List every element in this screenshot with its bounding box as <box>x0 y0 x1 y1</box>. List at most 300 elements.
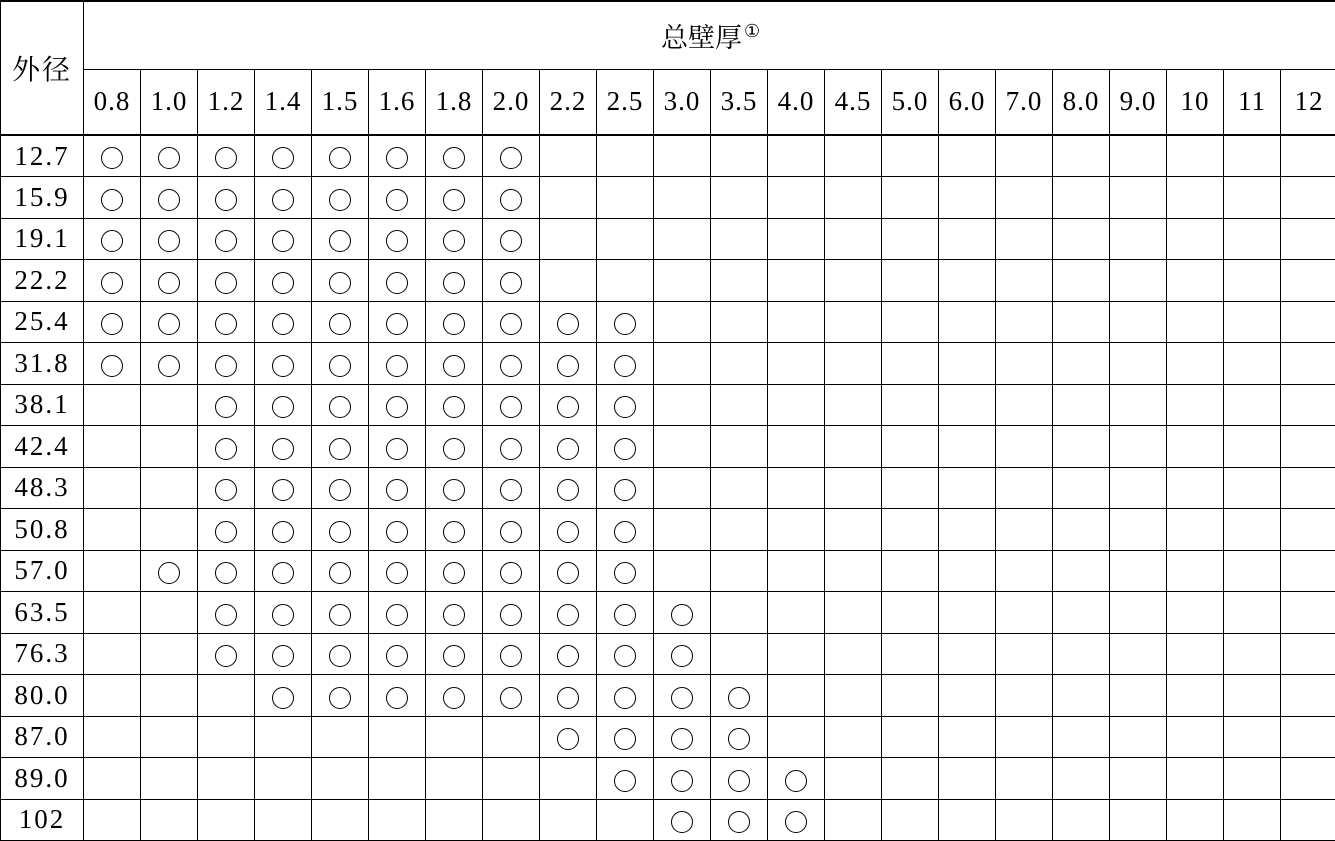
availability-cell <box>312 799 369 841</box>
outer-diameter-header <box>1 1 84 135</box>
available-circle-icon <box>215 604 237 626</box>
availability-cell <box>369 260 426 302</box>
availability-cell <box>996 301 1053 343</box>
available-circle-icon <box>386 313 408 335</box>
table-row <box>1 758 1335 800</box>
availability-cell <box>996 343 1053 385</box>
availability-cell <box>1167 260 1224 302</box>
available-circle-icon <box>443 479 465 501</box>
available-circle-icon <box>215 230 237 252</box>
available-circle-icon <box>101 147 123 169</box>
available-circle-icon <box>557 687 579 709</box>
thickness-header-row <box>1 69 1335 135</box>
availability-cell <box>198 799 255 841</box>
available-circle-icon <box>386 355 408 377</box>
availability-cell <box>84 426 141 468</box>
availability-cell <box>996 550 1053 592</box>
thickness-header-cell: 7.0 <box>996 69 1053 135</box>
availability-cell <box>198 135 255 177</box>
availability-cell <box>1224 799 1281 841</box>
availability-cell <box>1110 135 1167 177</box>
availability-cell <box>84 716 141 758</box>
outer-diameter-label: 外径 <box>12 55 72 86</box>
availability-cell <box>141 509 198 551</box>
thickness-header-cell: 2.0 <box>483 69 540 135</box>
available-circle-icon <box>215 438 237 460</box>
availability-cell <box>483 218 540 260</box>
availability-cell <box>597 135 654 177</box>
availability-cell <box>597 301 654 343</box>
availability-cell <box>483 799 540 841</box>
availability-cell <box>711 758 768 800</box>
availability-cell <box>1224 467 1281 509</box>
available-circle-icon <box>671 645 693 667</box>
availability-cell <box>255 260 312 302</box>
availability-cell <box>1167 467 1224 509</box>
availability-cell <box>597 592 654 634</box>
availability-cell <box>369 675 426 717</box>
availability-cell <box>996 135 1053 177</box>
availability-cell <box>141 550 198 592</box>
availability-cell <box>255 799 312 841</box>
availability-cell <box>312 467 369 509</box>
available-circle-icon <box>272 521 294 543</box>
availability-cell <box>369 758 426 800</box>
available-circle-icon <box>386 479 408 501</box>
availability-cell <box>711 426 768 468</box>
availability-cell <box>1224 260 1281 302</box>
available-circle-icon <box>614 438 636 460</box>
availability-cell <box>1281 135 1335 177</box>
availability-cell <box>1110 509 1167 551</box>
available-circle-icon <box>329 645 351 667</box>
availability-cell <box>483 426 540 468</box>
availability-cell <box>1224 135 1281 177</box>
available-circle-icon <box>557 313 579 335</box>
availability-cell <box>768 301 825 343</box>
available-circle-icon <box>557 396 579 418</box>
availability-cell <box>1224 426 1281 468</box>
table-row <box>1 218 1335 260</box>
availability-cell <box>882 343 939 385</box>
available-circle-icon <box>215 562 237 584</box>
availability-cell <box>483 135 540 177</box>
availability-cell <box>312 301 369 343</box>
availability-cell <box>1224 675 1281 717</box>
availability-cell <box>654 260 711 302</box>
table-row <box>1 384 1335 426</box>
thickness-header-cell: 1.4 <box>255 69 312 135</box>
availability-cell <box>939 177 996 219</box>
availability-cell <box>141 135 198 177</box>
available-circle-icon <box>557 355 579 377</box>
available-circle-icon <box>272 396 294 418</box>
availability-cell <box>597 343 654 385</box>
availability-cell <box>540 758 597 800</box>
available-circle-icon <box>443 645 465 667</box>
availability-cell <box>1281 633 1335 675</box>
availability-cell <box>996 633 1053 675</box>
availability-cell <box>939 260 996 302</box>
availability-cell <box>825 384 882 426</box>
availability-cell <box>1281 675 1335 717</box>
availability-cell <box>996 675 1053 717</box>
availability-cell <box>654 550 711 592</box>
available-circle-icon <box>671 728 693 750</box>
availability-cell <box>198 675 255 717</box>
table-row <box>1 260 1335 302</box>
available-circle-icon <box>500 521 522 543</box>
availability-cell <box>255 716 312 758</box>
availability-cell <box>1110 467 1167 509</box>
availability-cell <box>768 384 825 426</box>
availability-cell <box>597 675 654 717</box>
availability-cell <box>312 509 369 551</box>
available-circle-icon <box>614 479 636 501</box>
availability-cell <box>426 301 483 343</box>
available-circle-icon <box>386 147 408 169</box>
available-circle-icon <box>158 562 180 584</box>
availability-cell <box>882 592 939 634</box>
availability-cell <box>597 716 654 758</box>
thickness-header-cell: 2.2 <box>540 69 597 135</box>
availability-cell <box>1224 592 1281 634</box>
availability-cell <box>84 177 141 219</box>
availability-cell <box>369 218 426 260</box>
availability-cell <box>84 509 141 551</box>
thickness-header-cell: 1.5 <box>312 69 369 135</box>
thickness-header-cell: 9.0 <box>1110 69 1167 135</box>
available-circle-icon <box>272 355 294 377</box>
availability-cell <box>1281 301 1335 343</box>
availability-cell <box>768 426 825 468</box>
availability-cell <box>597 550 654 592</box>
availability-cell <box>1224 384 1281 426</box>
availability-cell <box>198 343 255 385</box>
availability-cell <box>84 758 141 800</box>
available-circle-icon <box>614 728 636 750</box>
thickness-header-cell: 1.6 <box>369 69 426 135</box>
available-circle-icon <box>386 396 408 418</box>
table-row <box>1 633 1335 675</box>
available-circle-icon <box>614 521 636 543</box>
available-circle-icon <box>329 313 351 335</box>
availability-cell <box>369 177 426 219</box>
available-circle-icon <box>557 728 579 750</box>
available-circle-icon <box>614 562 636 584</box>
availability-cell <box>84 301 141 343</box>
available-circle-icon <box>557 645 579 667</box>
available-circle-icon <box>557 479 579 501</box>
availability-cell <box>255 509 312 551</box>
availability-cell <box>312 177 369 219</box>
availability-cell <box>996 384 1053 426</box>
availability-cell <box>198 426 255 468</box>
outer-diameter-cell: 42.4 <box>1 426 84 468</box>
availability-cell <box>84 675 141 717</box>
availability-cell <box>825 177 882 219</box>
availability-cell <box>312 758 369 800</box>
available-circle-icon <box>443 313 465 335</box>
availability-cell <box>1224 218 1281 260</box>
availability-cell <box>654 426 711 468</box>
availability-cell <box>141 426 198 468</box>
availability-cell <box>1110 675 1167 717</box>
available-circle-icon <box>500 687 522 709</box>
availability-cell <box>996 799 1053 841</box>
availability-cell <box>1281 509 1335 551</box>
available-circle-icon <box>329 189 351 211</box>
availability-cell <box>1053 218 1110 260</box>
availability-cell <box>1224 343 1281 385</box>
availability-cell <box>540 799 597 841</box>
availability-cell <box>825 592 882 634</box>
availability-cell <box>996 592 1053 634</box>
outer-diameter-cell: 102 <box>1 799 84 841</box>
availability-cell <box>483 467 540 509</box>
availability-cell <box>1167 135 1224 177</box>
availability-cell <box>711 799 768 841</box>
outer-diameter-cell: 22.2 <box>1 260 84 302</box>
availability-cell <box>369 426 426 468</box>
availability-cell <box>369 716 426 758</box>
availability-cell <box>654 301 711 343</box>
availability-cell <box>939 301 996 343</box>
available-circle-icon <box>158 189 180 211</box>
outer-diameter-cell: 57.0 <box>1 550 84 592</box>
availability-cell <box>882 799 939 841</box>
availability-cell <box>255 467 312 509</box>
outer-diameter-cell: 76.3 <box>1 633 84 675</box>
available-circle-icon <box>158 272 180 294</box>
availability-cell <box>426 716 483 758</box>
availability-cell <box>1224 758 1281 800</box>
table-row <box>1 301 1335 343</box>
available-circle-icon <box>272 272 294 294</box>
table-row <box>1 592 1335 634</box>
available-circle-icon <box>614 604 636 626</box>
availability-cell <box>939 758 996 800</box>
availability-cell <box>84 218 141 260</box>
availability-cell <box>198 550 255 592</box>
availability-cell <box>198 716 255 758</box>
table-row <box>1 509 1335 551</box>
availability-cell <box>996 509 1053 551</box>
availability-cell <box>768 260 825 302</box>
availability-cell <box>711 716 768 758</box>
availability-cell <box>84 633 141 675</box>
availability-cell <box>1110 426 1167 468</box>
availability-cell <box>1110 758 1167 800</box>
availability-cell <box>1167 509 1224 551</box>
thickness-header-cell: 6.0 <box>939 69 996 135</box>
availability-cell <box>255 633 312 675</box>
availability-cell <box>198 260 255 302</box>
availability-cell <box>768 550 825 592</box>
availability-cell <box>1167 550 1224 592</box>
availability-cell <box>996 177 1053 219</box>
availability-cell <box>483 592 540 634</box>
availability-cell <box>939 218 996 260</box>
availability-cell <box>825 509 882 551</box>
available-circle-icon <box>557 562 579 584</box>
availability-cell <box>141 177 198 219</box>
available-circle-icon <box>500 355 522 377</box>
availability-cell <box>483 550 540 592</box>
availability-cell <box>369 550 426 592</box>
availability-cell <box>597 260 654 302</box>
availability-cell <box>369 301 426 343</box>
availability-cell <box>540 343 597 385</box>
availability-cell <box>825 550 882 592</box>
availability-cell <box>597 426 654 468</box>
availability-cell <box>540 384 597 426</box>
availability-cell <box>597 799 654 841</box>
availability-cell <box>711 218 768 260</box>
available-circle-icon <box>272 438 294 460</box>
availability-cell <box>1053 177 1110 219</box>
available-circle-icon <box>386 645 408 667</box>
availability-cell <box>369 343 426 385</box>
table-row <box>1 467 1335 509</box>
availability-cell <box>825 716 882 758</box>
availability-cell <box>1110 384 1167 426</box>
availability-cell <box>654 384 711 426</box>
thickness-header-cell: 10 <box>1167 69 1224 135</box>
thickness-header-cell: 8.0 <box>1053 69 1110 135</box>
availability-cell <box>198 633 255 675</box>
availability-cell <box>654 509 711 551</box>
available-circle-icon <box>500 479 522 501</box>
available-circle-icon <box>443 438 465 460</box>
available-circle-icon <box>443 521 465 543</box>
available-circle-icon <box>272 313 294 335</box>
availability-cell <box>141 675 198 717</box>
availability-cell <box>1053 799 1110 841</box>
availability-cell <box>198 758 255 800</box>
outer-diameter-cell: 80.0 <box>1 675 84 717</box>
availability-cell <box>141 218 198 260</box>
availability-cell <box>882 509 939 551</box>
available-circle-icon <box>158 313 180 335</box>
availability-cell <box>996 260 1053 302</box>
availability-cell <box>312 633 369 675</box>
availability-cell <box>939 716 996 758</box>
available-circle-icon <box>500 396 522 418</box>
outer-diameter-cell: 15.9 <box>1 177 84 219</box>
availability-cell <box>654 633 711 675</box>
availability-cell <box>540 509 597 551</box>
availability-cell <box>198 467 255 509</box>
available-circle-icon <box>500 230 522 252</box>
availability-cell <box>711 384 768 426</box>
availability-cell <box>882 716 939 758</box>
table-row <box>1 135 1335 177</box>
availability-cell <box>1167 384 1224 426</box>
available-circle-icon <box>386 604 408 626</box>
available-circle-icon <box>215 396 237 418</box>
availability-cell <box>198 218 255 260</box>
wall-thickness-label: 总壁厚 <box>661 23 742 53</box>
availability-cell <box>369 592 426 634</box>
availability-cell <box>768 799 825 841</box>
outer-diameter-cell: 50.8 <box>1 509 84 551</box>
availability-cell <box>882 675 939 717</box>
availability-cell <box>654 758 711 800</box>
availability-cell <box>255 675 312 717</box>
availability-cell <box>939 799 996 841</box>
availability-cell <box>939 426 996 468</box>
thickness-header-cell: 4.5 <box>825 69 882 135</box>
availability-cell <box>1281 343 1335 385</box>
availability-cell <box>255 426 312 468</box>
availability-cell <box>141 716 198 758</box>
thickness-header-cell: 11 <box>1224 69 1281 135</box>
availability-cell <box>426 343 483 385</box>
available-circle-icon <box>215 147 237 169</box>
availability-cell <box>882 467 939 509</box>
availability-cell <box>939 467 996 509</box>
availability-cell <box>1167 675 1224 717</box>
availability-cell <box>996 758 1053 800</box>
availability-cell <box>597 758 654 800</box>
availability-cell <box>84 260 141 302</box>
availability-cell <box>654 467 711 509</box>
available-circle-icon <box>500 438 522 460</box>
availability-cell <box>1053 758 1110 800</box>
total-wall-thickness-header <box>84 1 1335 69</box>
availability-cell <box>654 799 711 841</box>
availability-cell <box>768 633 825 675</box>
availability-cell <box>882 301 939 343</box>
availability-cell <box>198 509 255 551</box>
availability-cell <box>1281 426 1335 468</box>
availability-cell <box>312 135 369 177</box>
availability-cell <box>1167 301 1224 343</box>
availability-cell <box>711 260 768 302</box>
table-row <box>1 675 1335 717</box>
availability-cell <box>1053 716 1110 758</box>
available-circle-icon <box>158 147 180 169</box>
available-circle-icon <box>272 645 294 667</box>
availability-cell <box>882 758 939 800</box>
thickness-header-cell: 3.5 <box>711 69 768 135</box>
available-circle-icon <box>443 355 465 377</box>
availability-cell <box>825 343 882 385</box>
outer-diameter-cell: 38.1 <box>1 384 84 426</box>
available-circle-icon <box>329 438 351 460</box>
availability-cell <box>939 633 996 675</box>
availability-cell <box>255 384 312 426</box>
table-row <box>1 177 1335 219</box>
availability-cell <box>1281 384 1335 426</box>
availability-cell <box>768 758 825 800</box>
availability-cell <box>141 343 198 385</box>
availability-cell <box>939 343 996 385</box>
availability-cell <box>996 467 1053 509</box>
availability-cell <box>483 758 540 800</box>
availability-cell <box>540 675 597 717</box>
availability-cell <box>1224 550 1281 592</box>
availability-cell <box>996 426 1053 468</box>
availability-cell <box>312 218 369 260</box>
availability-cell <box>84 799 141 841</box>
availability-cell <box>1053 343 1110 385</box>
available-circle-icon <box>728 770 750 792</box>
available-circle-icon <box>728 687 750 709</box>
outer-diameter-cell: 25.4 <box>1 301 84 343</box>
available-circle-icon <box>329 272 351 294</box>
